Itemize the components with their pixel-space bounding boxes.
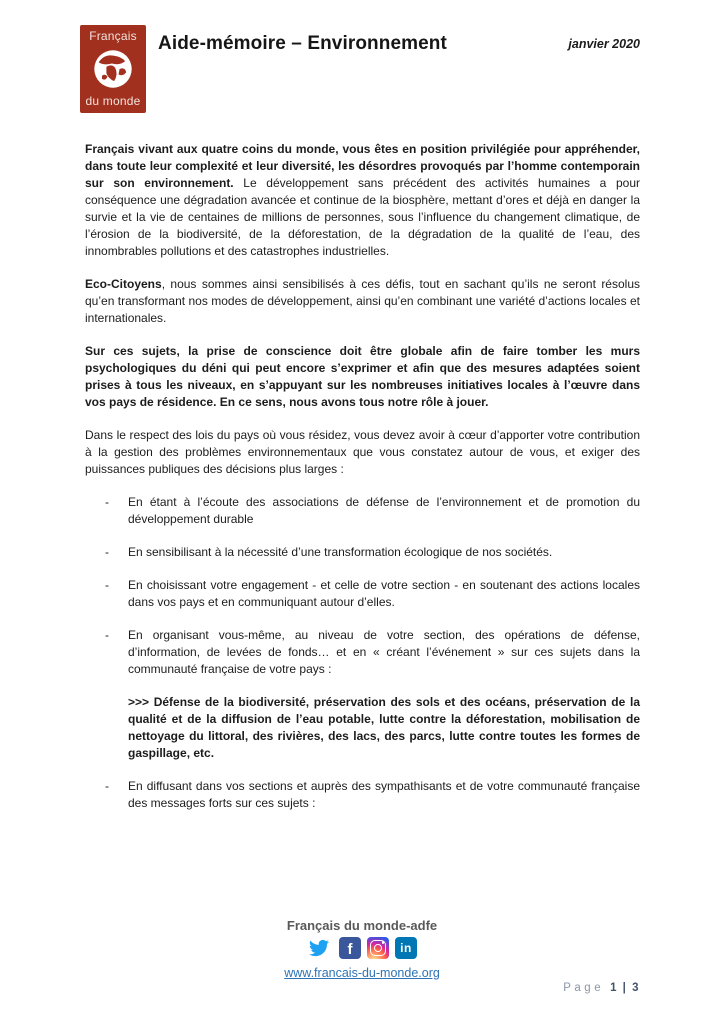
list-dash-marker: - [105,779,109,793]
org-logo [80,25,146,113]
logo-text-bottom: du monde [85,94,141,108]
globe-icon [91,47,135,91]
themes-callout: >>> Défense de la biodiversité, préservation des sols et des océans, préservation de la qualité et de la diffusion de l’eau potable, lutte contre la déforestation, mobilisation de nettoyage du littoral, des rivières, des lacs, des parcs, lutte contre toutes les formes de gaspillage, etc. [128,695,640,760]
page-number-word: Page [563,982,605,994]
footer-org-name: Français du monde-adfe [286,918,438,933]
list-item-text: En diffusant dans vos sections et auprès des sympathisants et de votre communauté française des messages forts sur ces sujets : [128,779,640,810]
list-dash-marker: - [105,545,109,559]
actions-list-continued [85,778,640,812]
page-number-value: 1 | 3 [610,982,640,994]
twitter-icon[interactable] [307,937,333,959]
list-item [85,577,640,611]
eco-citoyens-bold: Eco-Citoyens [85,277,162,291]
list-item [85,778,640,812]
document-header [0,0,724,113]
document-footer [0,918,724,982]
page-number [563,982,640,994]
respect-des-lois-paragraph: Dans le respect des lois du pays où vous résidez, vous devez avoir à cœur d’apporter votre contribution à la gestion des problèmes environnementaux que vous constatez autour de vous, et exiger des puissances publiques des décisions plus larges : [85,428,640,476]
list-item [85,627,640,678]
document-body [0,113,724,812]
list-item-text: En choisissant votre engagement - et celle de votre section - en soutenant des actions locales dans vos pays et en communiquant autour d’elles. [128,578,640,609]
linkedin-icon[interactable]: in [395,937,417,959]
eco-citoyens-regular: , nous sommes ainsi sensibilisés à ces défis, tout en sachant qu’ils ne seront résolus qu’en transformant nos modes de développement, ainsi qu’en combinant une variété d’actions locales et internationales. [85,277,640,325]
intro-paragraph-regular: Le développement sans précédent des activités humaines a pour conséquence une dégradation avancée et continue de la biosphère, mettant d’ores et déjà en danger la survie et la vie de centaines de millions de personnes, sous l’influence du changement climatique, de l’érosion de la biodiversité, de la déforestation, de la dégradation de la qualité de l’eau, des innombrables pollutions et des catastrophes industrielles. [85,176,640,258]
intro-paragraph [85,141,640,260]
page-title: Aide-mémoire – Environnement [158,33,447,54]
instagram-lens [374,944,382,952]
list-item [85,544,640,561]
logo-text-top: Français [89,29,137,43]
list-dash-marker: - [105,628,109,642]
list-item-text: En sensibilisant à la nécessité d’une transformation écologique de nos sociétés. [128,545,553,559]
actions-list [85,494,640,678]
intro-paragraph-bold: Français vivant aux quatre coins du monde, vous êtes en position privilégiée pour appréhender, dans toute leur complexité et leur diversité, les désordres provoqués par l’homme contemporain sur son environnement. [85,142,640,190]
instagram-icon[interactable] [367,937,389,959]
list-dash-marker: - [105,495,109,509]
eco-citoyens-paragraph [85,276,640,327]
list-item-text: En organisant vous-même, au niveau de votre section, des opérations de défense, d’information, de levées de fonds… et en « créant l’événement » sur ces sujets dans la communauté française de votre pays : [128,628,640,676]
list-dash-marker: - [105,578,109,592]
website-link[interactable]: www.francais-du-monde.org [284,966,440,980]
social-icons-row [0,937,724,959]
list-item-text: En étant à l’écoute des associations de défense de l’environnement et de promotion du développement durable [128,495,640,526]
document-date: janvier 2020 [568,37,640,51]
list-item [85,494,640,528]
prise-de-conscience-paragraph: Sur ces sujets, la prise de conscience doit être globale afin de faire tomber les murs psychologiques du déni qui peut encore s’exprimer et afin que des mesures adaptées soient prises à tous les niveaux, en s’appuyant sur les nombreuses initiatives locales à l’œuvre dans vos pays de résidence. En ce sens, nous avons tous notre rôle à jouer. [85,344,640,409]
facebook-icon[interactable]: f [339,937,361,959]
